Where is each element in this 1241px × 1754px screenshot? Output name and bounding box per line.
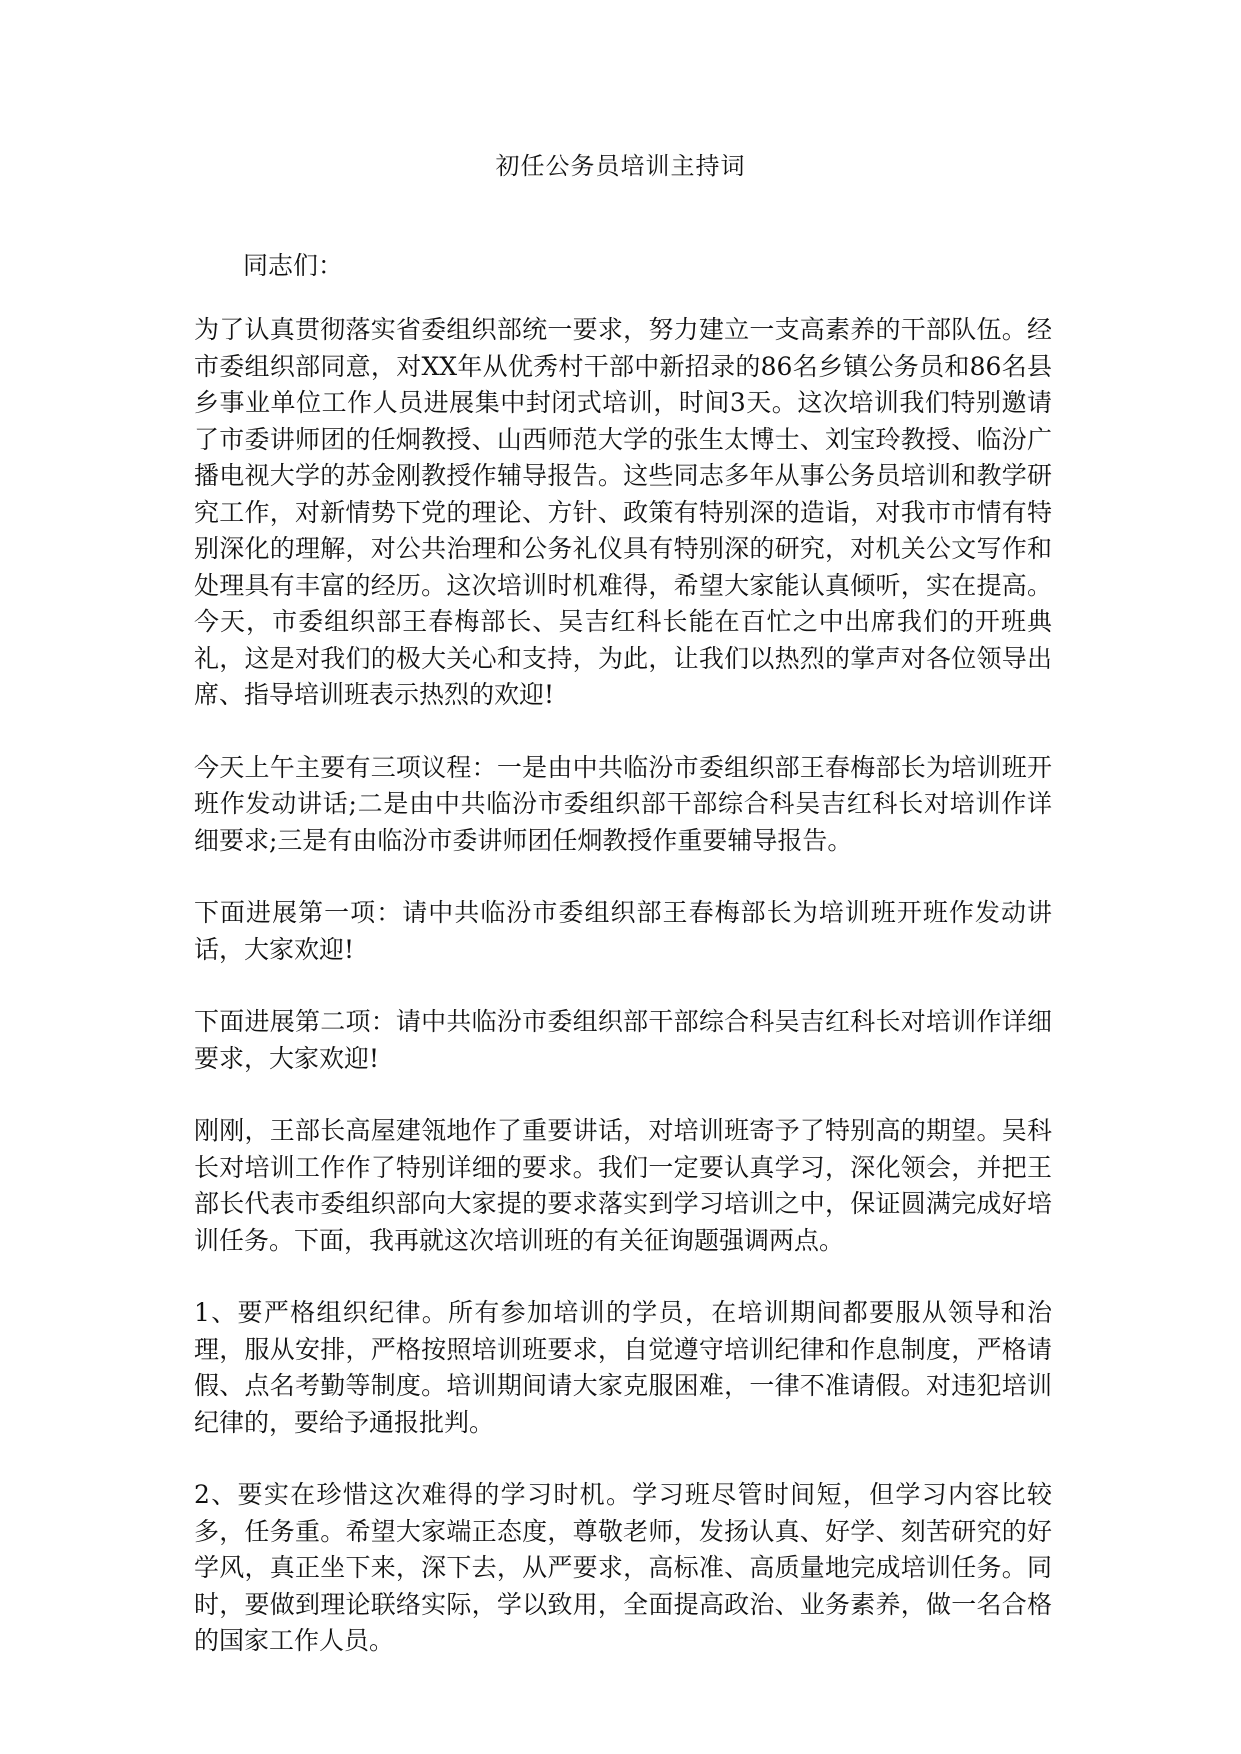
paragraph-item-two: 下面进展第二项：请中共临汾市委组织部干部综合科吴吉红科长对培训作详细要求，大家欢迎! (194, 1007, 1052, 1073)
paragraph-item-one: 下面进展第一项：请中共临汾市委组织部王春梅部长为培训班开班作发动讲话，大家欢迎! (194, 898, 1052, 964)
paragraph-agenda: 今天上午主要有三项议程：一是由中共临汾市委组织部王春梅部长为培训班开班作发动讲话;二是由中共临汾市委组织部干部综合科吴吉红科长对培训作详细要求;三是有由临汾市委讲师团任炯教授作重要辅导报告。 (194, 752, 1052, 855)
document-body (194, 312, 1052, 1696)
paragraph-intro: 为了认真贯彻落实省委组织部统一要求，努力建立一支高素养的干部队伍。经市委组织部同意，对XX年从优秀村干部中新招录的86名乡镇公务员和86名县乡事业单位工作人员进展集中封闭式培训，时间3天。这次培训我们特别邀请了市委讲师团的任炯教授、山西师范大学的张生太博士、刘宝玲教授、临汾广播电视大学的苏金刚教授作辅导报告。这些同志多年从事公务员培训和教学研究工作，对新情势下党的理论、方针、政策有特别深的造诣，对我市市情有特别深化的理解，对公共治理和公务礼仪具有特别深的研究，对机关公文写作和处理具有丰富的经历。这次培训时机难得，希望大家能认真倾听，实在提高。今天，市委组织部王春梅部长、吴吉红科长能在百忙之中出席我们的开班典礼，这是对我们的极大关心和支持，为此，让我们以热烈的掌声对各位领导出席、指导培训班表示热烈的欢迎! (194, 315, 1052, 709)
document-title: 初任公务员培训主持词 (495, 152, 746, 180)
paragraph-summary: 刚刚，王部长高屋建瓴地作了重要讲话，对培训班寄予了特别高的期望。吴科长对培训工作作了特别详细的要求。我们一定要认真学习，深化领会，并把王部长代表市委组织部向大家提的要求落实到学习培训之中，保证圆满完成好培训任务。下面，我再就这次培训班的有关征询题强调两点。 (194, 1116, 1052, 1255)
paragraph-point-one: 1、要严格组织纪律。所有参加培训的学员，在培训期间都要服从领导和治理，服从安排，严格按照培训班要求，自觉遵守培训纪律和作息制度，严格请假、点名考勤等制度。培训期间请大家克服困难，一律不准请假。对违犯培训纪律的，要给予通报批判。 (194, 1298, 1052, 1437)
salutation: 同志们： (243, 251, 344, 280)
paragraph-point-two: 2、要实在珍惜这次难得的学习时机。学习班尽管时间短，但学习内容比较多，任务重。希望大家端正态度，尊敬老师，发扬认真、好学、刻苦研究的好学风，真正坐下来，深下去，从严要求，高标准、高质量地完成培训任务。同时，要做到理论联络实际，学以致用，全面提高政治、业务素养，做一名合格的国家工作人员。 (194, 1480, 1052, 1655)
